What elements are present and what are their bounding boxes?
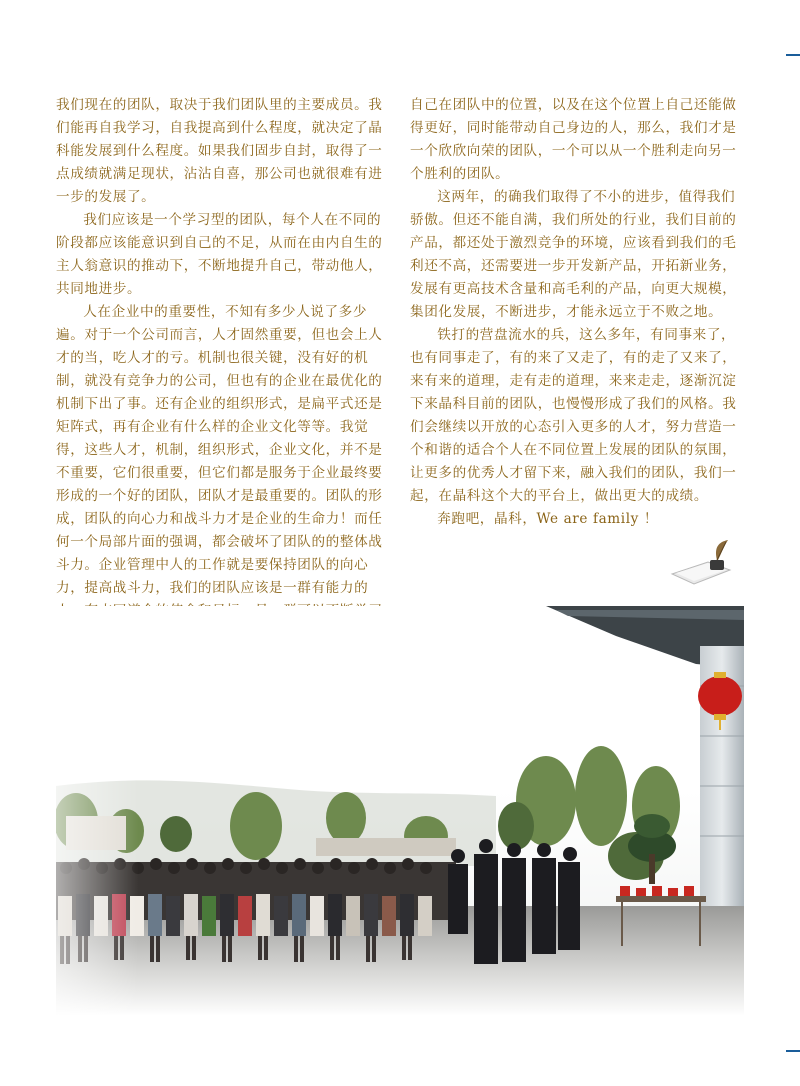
paragraph: 自己在团队中的位置，以及在这个位置上自己还能做得更好，同时能带动自己身边的人，那么，我们才是一个欣欣向荣的团队，一个可以从一个胜利走向另一个胜利的团队。 — [410, 97, 737, 182]
article-column-right — [410, 94, 742, 531]
page-edge-marker-top — [786, 54, 800, 56]
paragraph: 奔跑吧，晶科，We are family ！ — [437, 511, 659, 527]
team-assembly-photo — [56, 606, 744, 1016]
paragraph: 我们现在的团队，取决于我们团队里的主要成员。我们能再自我学习，自我提高到什么程度，就决定了晶科能发展到什么程度。如果我们固步自封，取得了一点成绩就满足现状，沾沾自喜，那公司也就很难有进一步的发展了。 — [56, 97, 383, 205]
paragraph: 这两年，的确我们取得了不小的进步，值得我们骄傲。但还不能自满，我们所处的行业，我们目前的产品，都还处于激烈竞争的环境，应该看到我们的毛利还不高，还需要进一步开发新产品，开拓新业务，发展有更高技术含量和高毛利的产品，向更大规模，集团化发展，不断进步，才能永远立于不败之地。 — [410, 189, 737, 320]
paragraph: 我们应该是一个学习型的团队，每个人在不同的阶段都应该能意识到自己的不足，从而在由内自生的主人翁意识的推动下，不断地提升自己，带动他人，共同地进步。 — [56, 212, 383, 297]
page-edge-marker-bottom — [786, 1050, 800, 1052]
quill-pen-icon — [668, 540, 738, 588]
paragraph: 铁打的营盘流水的兵，这么多年，有同事来了，也有同事走了，有的来了又走了，有的走了又来了，来有来的道理，走有走的道理，来来走走，逐渐沉淀下来晶科目前的团队，也慢慢形成了我们的风格。我们会继续以开放的心态引入更多的人才，努力营造一个和谐的适合个人在不同位置上发展的团队的氛围，让更多的优秀人才留下来，融入我们的团队，我们一起，在晶科这个大的平台上，做出更大的成绩。 — [410, 327, 737, 504]
paragraph: 人在企业中的重要性，不知有多少人说了多少遍。对于一个公司而言，人才固然重要，但也会上人才的当，吃人才的亏。机制也很关键，没有好的机制，就没有竞争力的公司，但也有的企业在最优化的机制下出了事。还有企业的组织形式，是扁平式还是矩阵式，再有企业有什么样的企业文化等等。我觉得，这些人才，机制，组织形式，企业文化，并不是不重要，它们很重要，但它们都是服务于企业最终要形成的一个好的团队，团队才是最重要的。团队的形成，团队的向心力和战斗力才是企业的生命力！而任何一个局部片面的强调，都会破坏了团队的的整体战斗力。企业管理中人的工作就是要保持团队的向心力，提高战斗力，我们的团队应该是一群有能力的 — [56, 304, 383, 596]
